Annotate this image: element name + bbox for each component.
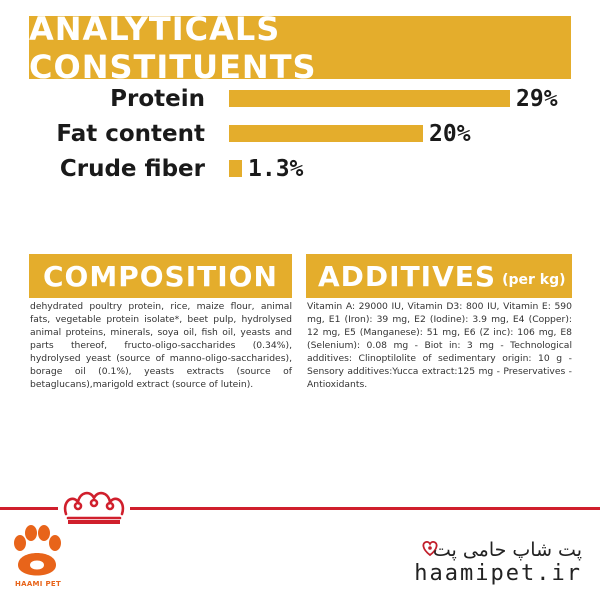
analytical-title: ANALYTICALS CONSTITUENTS [29,9,317,86]
constituent-label: Fat content [56,121,205,147]
constituent-label: Crude fiber [59,156,205,182]
additives-subtitle: (per kg) [502,272,566,288]
brand-divider-left [0,507,58,510]
haami-pet-logo-icon [10,525,64,583]
shop-name: پت شاپ حامی پت [432,539,582,561]
constituent-row-protein [0,82,600,116]
constituent-label: Protein [110,86,205,112]
composition-title: COMPOSITION [43,259,278,293]
brand-divider-right [130,507,600,510]
constituent-bar [229,125,423,142]
constituent-bar [229,90,510,107]
constituent-value: 1.3% [248,156,304,182]
site-url: haamipet.ir [414,561,582,586]
royal-canin-crown-logo [58,484,130,526]
composition-text: dehydrated poultry protein, rice, maize flour, animal fats, vegetable protein isolate*, beet pulp, hydrolysed animal proteins, minerals, soya oil, fish oil, yeasts and parts thereof, fructo-oligo-saccharides (0.34%), hydrolysed yeast (source of manno-oligo-saccharides), borage oil (0.1%), yeasts extracts (source of betaglucans),marigold extract (source of lutein). [30,301,292,390]
additives-banner [306,254,572,298]
constituent-row-fat [0,117,600,151]
constituent-row-fiber [0,152,600,186]
constituent-value: 29% [516,86,558,112]
constituent-bar [229,160,242,177]
haami-pet-logo-label: HAAMI PET [14,580,62,588]
analytical-banner [29,9,571,86]
additives-text: Vitamin A: 29000 IU, Vitamin D3: 800 IU, Vitamin E: 590 mg, E1 (Iron): 39 mg, E2 (Iodine): 3.9 mg, E4 (Copper): 12 mg, E5 (Manganese): 51 mg, E6 (Z inc): 106 mg, E8 (Selenium): 0.08 mg - Biot in: 3 mg - Technological additives: Clinoptilolite of sedimentary origin: 10 g - Sensory additives:Yucca extract:125 mg - Preservatives - Antioxidants. [307,301,572,390]
additives-title: ADDITIVES [318,259,497,293]
constituent-value: 20% [429,121,471,147]
composition-banner [29,254,292,298]
